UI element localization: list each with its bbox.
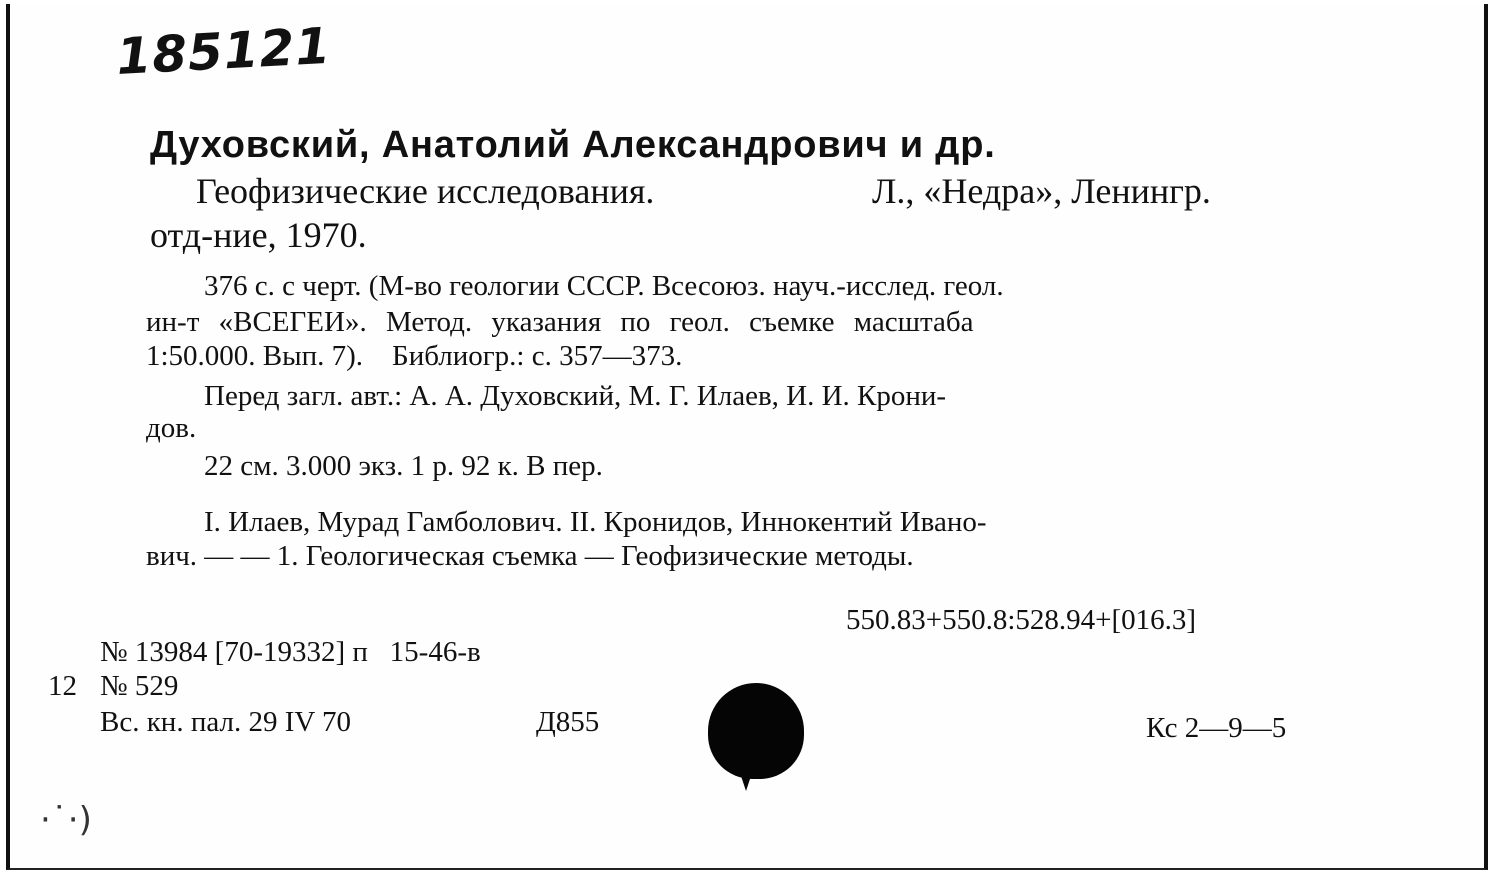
description-line-1: 376 с. с черт. (М-во геологии СССР. Всесоюз. науч.-исслед. геол. — [204, 270, 1004, 302]
publication-line2: отд-ние, 1970. — [150, 215, 367, 255]
number-line: № 529 — [100, 670, 179, 702]
author-heading: Духовский, Анатолий Александрович и др. — [150, 124, 996, 166]
punch-hole-icon — [708, 683, 804, 779]
tracings-line-2: вич. — — 1. Геологическая съемка — Геофизические методы. — [146, 540, 914, 572]
book-title: Геофизические исследования. — [196, 171, 655, 211]
classification-index: 550.83+550.8:528.94+[016.3] — [846, 604, 1197, 636]
publication-place: Л., «Недра», Ленингр. — [872, 171, 1211, 211]
inventory-number: 185121 — [114, 16, 333, 86]
description-line-2-text: ин-т «ВСЕГЕИ». Метод. указания по геол. съемке масштаба — [146, 306, 974, 338]
note-authors-line-2: дов. — [146, 412, 197, 444]
physical-description: 22 см. 3.000 экз. 1 р. 92 к. В пер. — [204, 450, 603, 482]
order-number: № 13984 [70-19332] п 15-46-в — [100, 636, 481, 668]
description-line-2 — [146, 306, 1316, 339]
description-line-3: 1:50.000. Вып. 7). Библиогр.: с. 357—373. — [146, 340, 683, 372]
catalog-code: Кс 2—9—5 — [1146, 712, 1287, 744]
code: Д855 — [536, 706, 600, 738]
book-chamber-line: Вс. кн. пал. 29 IV 70 — [100, 706, 352, 738]
note-authors-line-1: Перед загл. авт.: А. А. Духовский, М. Г. Илаев, И. И. Крони- — [204, 380, 947, 412]
corner-mark: ·˙·) — [40, 800, 92, 840]
tracings-line-1: I. Илаев, Мурад Гамболович. II. Кронидов, Иннокентий Ивано- — [204, 506, 987, 538]
side-number: 12 — [48, 670, 77, 702]
